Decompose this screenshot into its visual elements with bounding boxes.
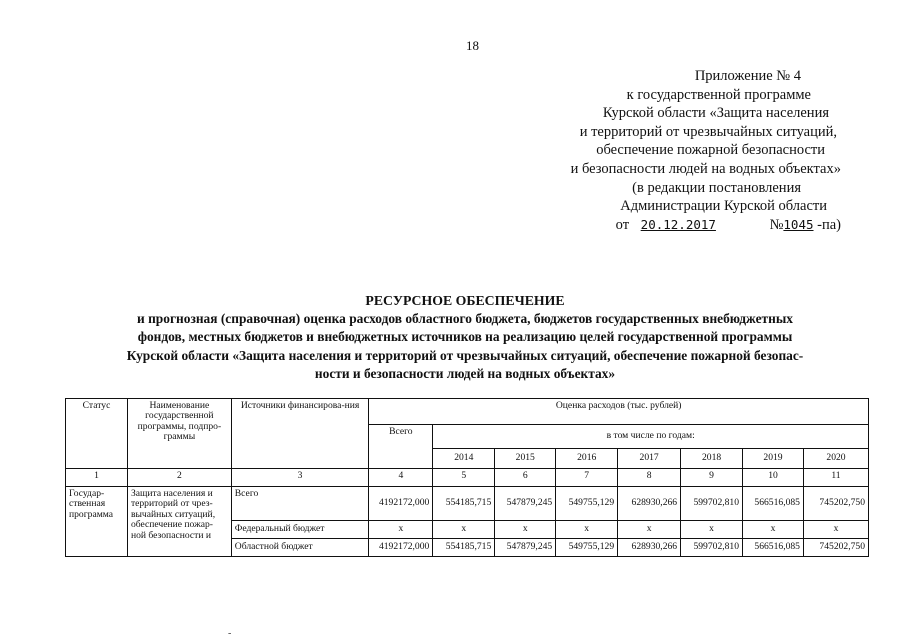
column-number: 5 <box>433 469 495 487</box>
header-by-years: в том числе по годам: <box>433 425 869 449</box>
value-cell: 745202,750 <box>803 487 868 521</box>
header-sources: Источники финансирова-ния <box>231 399 369 469</box>
value-cell: 566516,085 <box>743 487 804 521</box>
date-prefix: от <box>615 216 630 233</box>
value-cell: x <box>743 521 804 539</box>
value-cell: 554185,715 <box>433 539 495 557</box>
column-number: 9 <box>681 469 743 487</box>
column-number: 8 <box>618 469 681 487</box>
appendix-line: обеспечение пожарной безопасности <box>596 142 825 159</box>
program-cell: Защита населения и территорий от чрез-вычайных ситуаций, обеспечение пожар-ной безопасности и <box>127 487 231 557</box>
source-cell: Федеральный бюджет <box>231 521 369 539</box>
header-status: Статус <box>66 399 128 469</box>
value-cell: x <box>556 521 618 539</box>
value-cell: x <box>681 521 743 539</box>
column-number: 1 <box>66 469 128 487</box>
value-cell: 549755,129 <box>556 487 618 521</box>
value-cell: 628930,266 <box>618 539 681 557</box>
appendix-line: к государственной программе <box>626 86 811 103</box>
header-program-name: Наименование государственной программы, подпро-граммы <box>127 399 231 469</box>
value-cell: 547879,245 <box>495 539 556 557</box>
header-year: 2020 <box>803 449 868 469</box>
value-cell: 566516,085 <box>743 539 804 557</box>
value-cell: x <box>495 521 556 539</box>
value-cell: 4192172,000 <box>369 539 433 557</box>
stray-mark: - <box>228 628 232 639</box>
number-suffix: -па) <box>817 216 841 233</box>
heading-line: ности и безопасности людей на водных объектах» <box>314 365 616 381</box>
header-year: 2017 <box>618 449 681 469</box>
resolution-date: 20.12.2017 <box>640 216 716 232</box>
appendix-line: Приложение № 4 <box>694 68 801 84</box>
header-estimate: Оценка расходов (тыс. рублей) <box>369 399 869 425</box>
appendix-block <box>501 67 841 234</box>
appendix-line: и безопасности людей на водных объектах» <box>570 160 841 177</box>
column-number: 4 <box>369 469 433 487</box>
appendix-line: и территорий от чрезвычайных ситуаций, <box>579 123 837 140</box>
heading-line: и прогнозная (справочная) оценка расходов областного бюджета, бюджетов государственных внебюджетных <box>137 311 793 327</box>
resolution-number: 1045 <box>783 216 814 232</box>
heading-line: фондов, местных бюджетов и внебюджетных источников на реализацию целей государственной программы <box>137 329 793 345</box>
header-year: 2015 <box>495 449 556 469</box>
value-cell: 547879,245 <box>495 487 556 521</box>
page-number: 18 <box>466 38 479 53</box>
appendix-line: Курской области «Защита населения <box>602 105 829 122</box>
header-year: 2019 <box>743 449 804 469</box>
document-heading <box>40 292 890 383</box>
column-number: 6 <box>495 469 556 487</box>
appendix-line: (в редакции постановления <box>632 179 801 196</box>
appendix-line: Администрации Курской области <box>620 198 827 215</box>
value-cell: 554185,715 <box>433 487 495 521</box>
column-number: 3 <box>231 469 369 487</box>
heading-line: Курской области «Защита населения и территорий от чрезвычайных ситуаций, обеспечение пожарной безопас- <box>126 347 804 363</box>
value-cell: 628930,266 <box>618 487 681 521</box>
status-cell: Государ-ственная программа <box>66 487 128 557</box>
source-cell: Всего <box>231 487 369 521</box>
value-cell: x <box>618 521 681 539</box>
column-number: 11 <box>803 469 868 487</box>
resource-table <box>65 398 869 557</box>
header-year: 2018 <box>681 449 743 469</box>
value-cell: 549755,129 <box>556 539 618 557</box>
header-year: 2016 <box>556 449 618 469</box>
column-number: 2 <box>127 469 231 487</box>
column-number: 10 <box>743 469 804 487</box>
header-year: 2014 <box>433 449 495 469</box>
value-cell: x <box>803 521 868 539</box>
column-number: 7 <box>556 469 618 487</box>
table-row <box>66 487 869 521</box>
value-cell: 599702,810 <box>681 539 743 557</box>
header-total: Всего <box>369 425 433 469</box>
heading-title: РЕСУРСНОЕ ОБЕСПЕЧЕНИЕ <box>365 293 565 308</box>
date-line <box>501 216 841 235</box>
value-cell: x <box>369 521 433 539</box>
value-cell: 745202,750 <box>803 539 868 557</box>
number-prefix: № <box>769 216 784 233</box>
value-cell: 4192172,000 <box>369 487 433 521</box>
source-cell: Областной бюджет <box>231 539 369 557</box>
value-cell: x <box>433 521 495 539</box>
value-cell: 599702,810 <box>681 487 743 521</box>
